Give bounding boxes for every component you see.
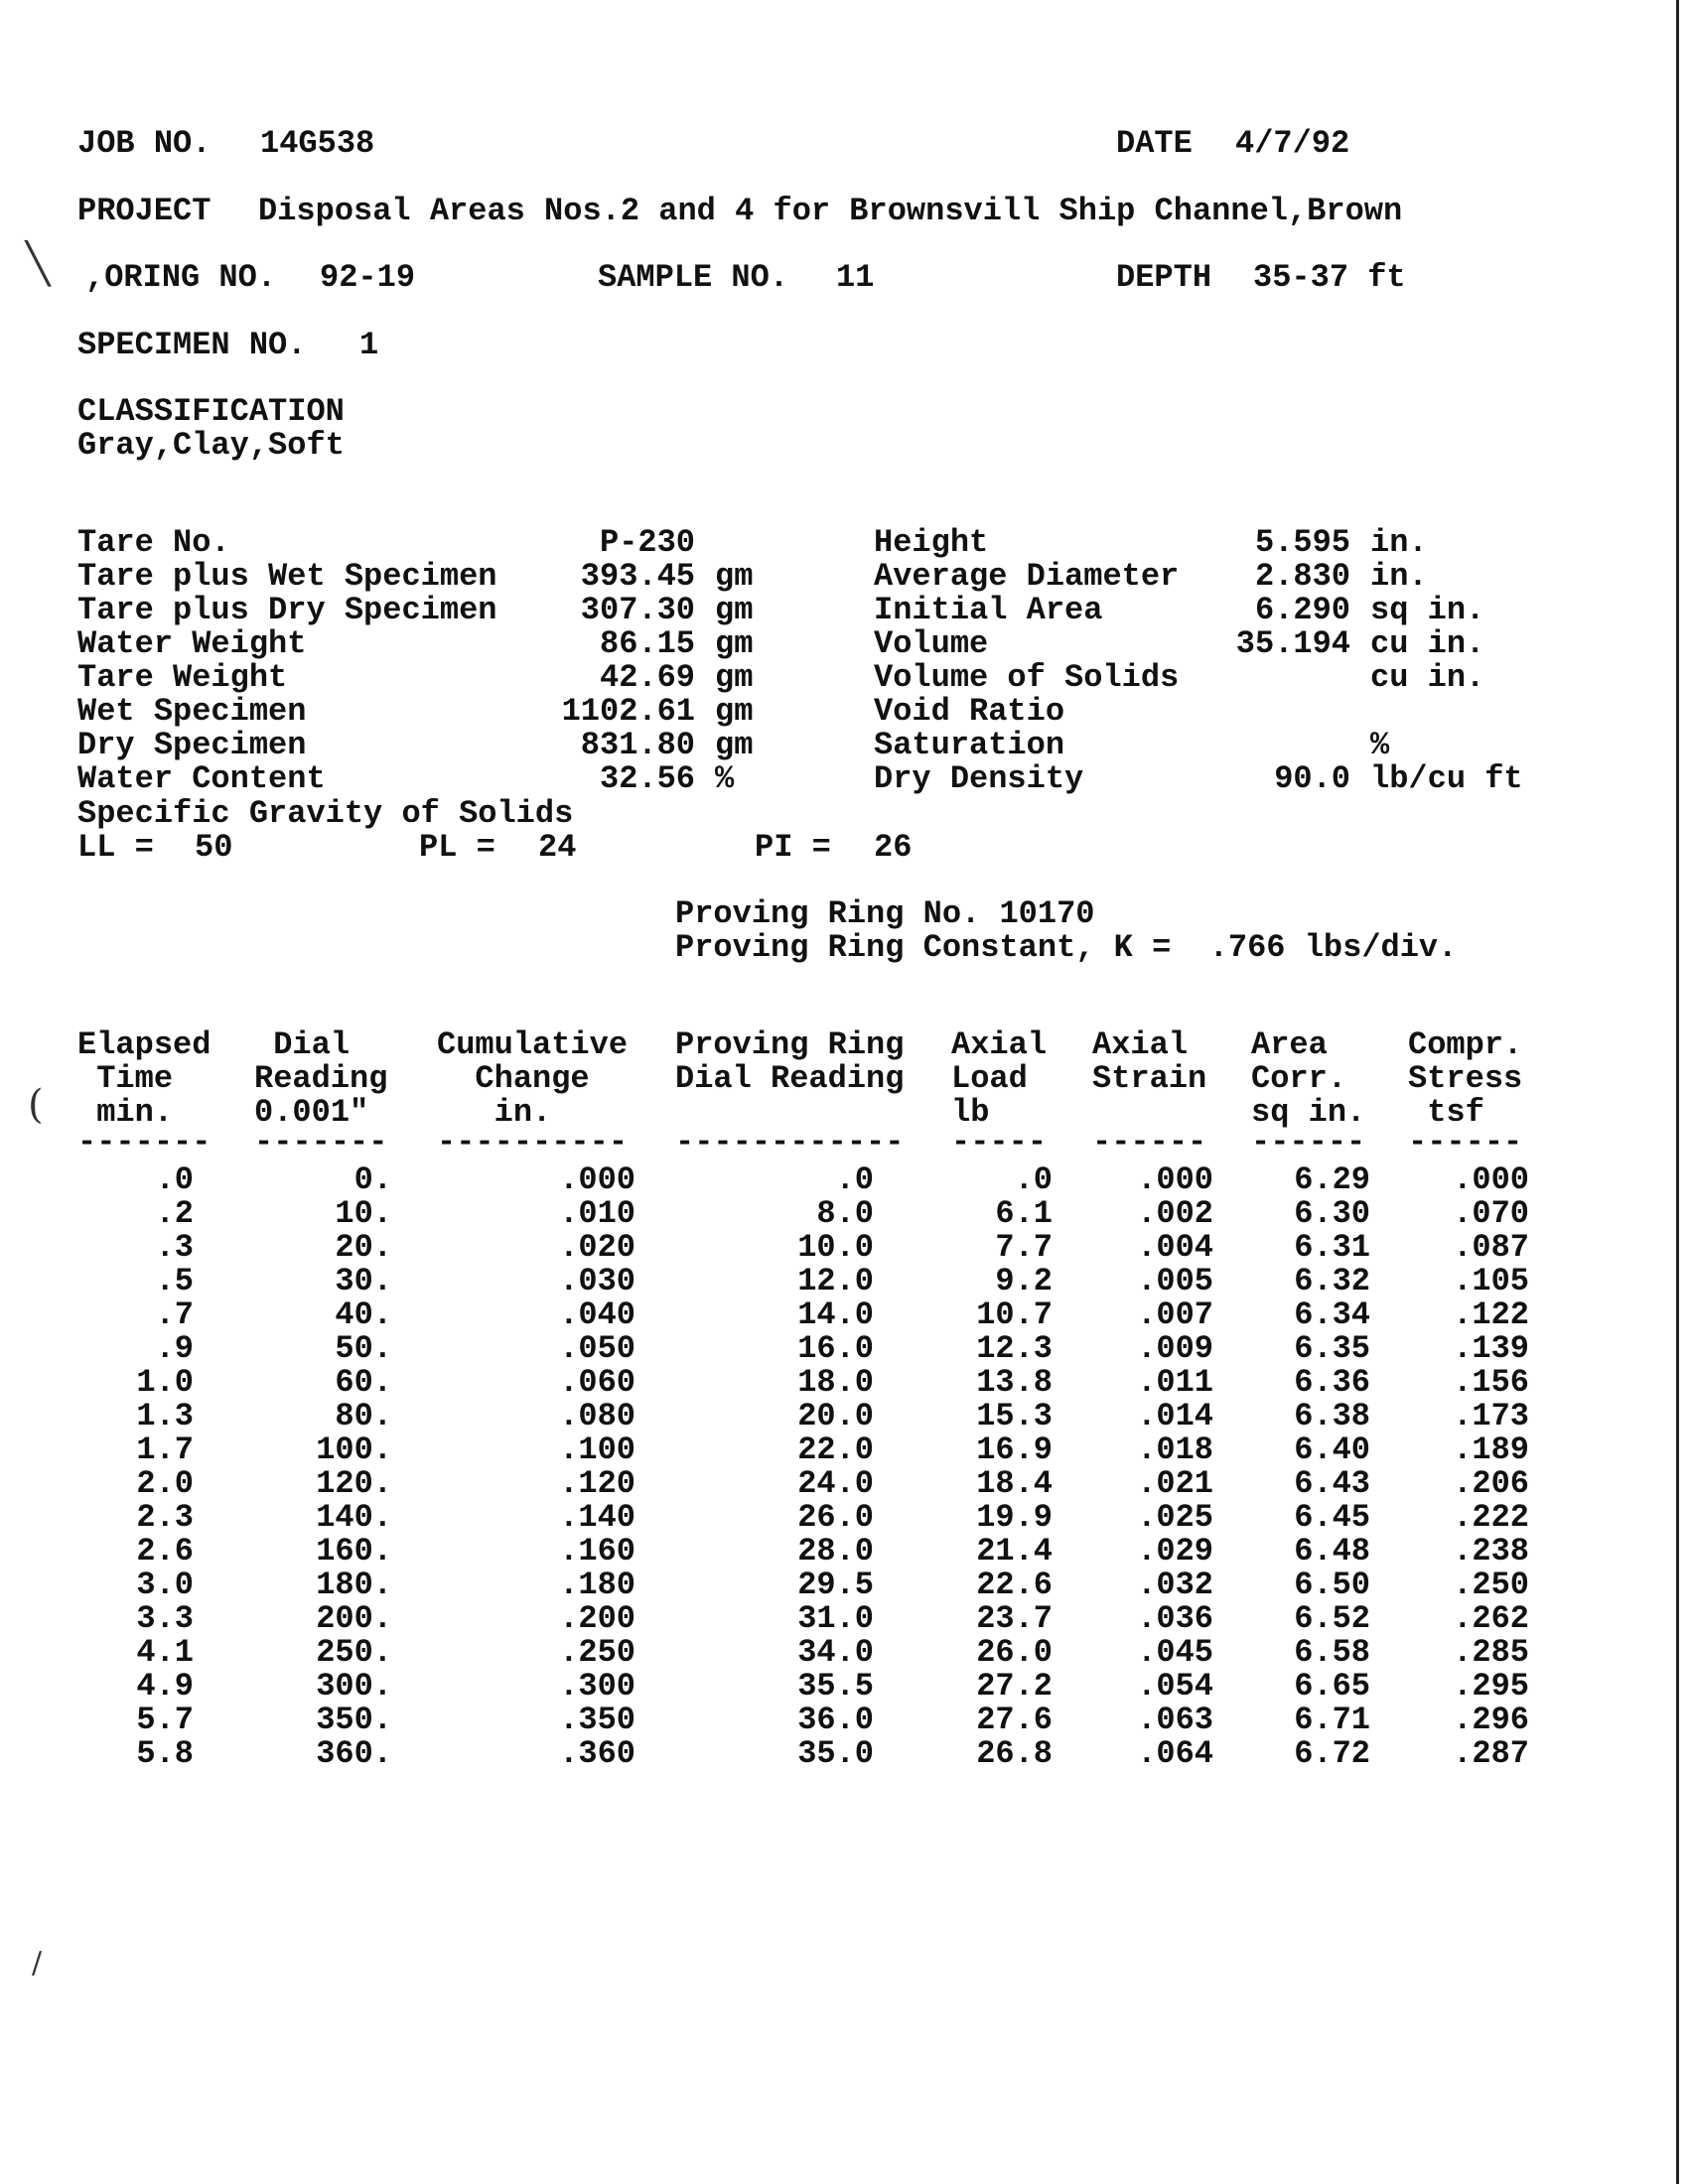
column-header: sq in. bbox=[1251, 1094, 1366, 1131]
header-dashes: ------- bbox=[77, 1124, 212, 1160]
prop-right-label: Average Diameter bbox=[874, 558, 1180, 595]
prop-left-label: Tare plus Wet Specimen bbox=[77, 558, 497, 595]
table-cell: 18.4 bbox=[976, 1465, 1053, 1502]
specimen-no-label: SPECIMEN NO. bbox=[77, 327, 307, 363]
prop-left-value: 831.80 bbox=[580, 727, 695, 763]
prop-right-unit: in. bbox=[1370, 524, 1428, 561]
table-cell: .2 bbox=[155, 1195, 194, 1232]
table-cell: 26.0 bbox=[976, 1634, 1053, 1671]
prop-right-label: Volume bbox=[874, 625, 989, 662]
table-cell: .140 bbox=[559, 1499, 635, 1536]
table-cell: .032 bbox=[1137, 1567, 1213, 1603]
table-cell: .060 bbox=[559, 1364, 635, 1401]
table-cell: .200 bbox=[559, 1600, 635, 1637]
table-cell: 6.58 bbox=[1294, 1634, 1370, 1671]
table-cell: 1.0 bbox=[136, 1364, 194, 1401]
prop-right-value: 35.194 bbox=[1235, 625, 1350, 662]
prop-right-unit: cu in. bbox=[1370, 659, 1485, 696]
table-cell: 360. bbox=[316, 1735, 392, 1772]
prop-left-value: 393.45 bbox=[580, 558, 695, 595]
table-cell: .7 bbox=[155, 1297, 194, 1333]
table-cell: 16.9 bbox=[976, 1432, 1053, 1468]
prop-right-label: Height bbox=[874, 524, 989, 561]
table-cell: .206 bbox=[1453, 1465, 1529, 1502]
prop-left-value: 1102.61 bbox=[561, 693, 695, 730]
table-cell: 12.3 bbox=[976, 1330, 1053, 1367]
table-cell: 6.48 bbox=[1294, 1533, 1370, 1570]
table-cell: 21.4 bbox=[976, 1533, 1053, 1570]
column-header: Time bbox=[77, 1060, 174, 1097]
table-cell: .087 bbox=[1453, 1229, 1529, 1266]
table-cell: 35.5 bbox=[797, 1668, 874, 1705]
table-cell: 6.31 bbox=[1294, 1229, 1370, 1266]
table-cell: 180. bbox=[316, 1567, 392, 1603]
table-cell: 8.0 bbox=[816, 1195, 874, 1232]
table-cell: 6.43 bbox=[1294, 1465, 1370, 1502]
table-cell: 3.0 bbox=[136, 1567, 194, 1603]
margin-mark: ╲ bbox=[26, 241, 51, 287]
table-cell: .010 bbox=[559, 1195, 635, 1232]
table-cell: 6.35 bbox=[1294, 1330, 1370, 1367]
table-cell: .080 bbox=[559, 1398, 635, 1434]
table-cell: 0. bbox=[353, 1161, 392, 1198]
prop-left-label: Tare No. bbox=[77, 524, 230, 561]
sample-no-value: 11 bbox=[836, 259, 875, 296]
prop-left-value: 42.69 bbox=[599, 659, 695, 696]
column-header: Change bbox=[437, 1060, 590, 1097]
table-cell: 50. bbox=[335, 1330, 392, 1367]
table-cell: .156 bbox=[1453, 1364, 1529, 1401]
table-cell: .139 bbox=[1453, 1330, 1529, 1367]
table-cell: .007 bbox=[1137, 1297, 1213, 1333]
table-cell: .189 bbox=[1453, 1432, 1529, 1468]
table-cell: .063 bbox=[1137, 1702, 1213, 1738]
table-cell: 160. bbox=[316, 1533, 392, 1570]
table-cell: 100. bbox=[316, 1432, 392, 1468]
table-cell: .050 bbox=[559, 1330, 635, 1367]
table-cell: 350. bbox=[316, 1702, 392, 1738]
column-header: 0.001" bbox=[254, 1094, 369, 1131]
table-cell: .045 bbox=[1137, 1634, 1213, 1671]
table-cell: .009 bbox=[1137, 1330, 1213, 1367]
table-cell: 12.0 bbox=[797, 1263, 874, 1299]
table-cell: 250. bbox=[316, 1634, 392, 1671]
table-cell: 80. bbox=[335, 1398, 392, 1434]
header-dashes: ------ bbox=[1251, 1124, 1366, 1160]
pl-value: 24 bbox=[538, 829, 577, 866]
prop-right-label: Dry Density bbox=[874, 760, 1084, 797]
table-cell: 6.36 bbox=[1294, 1364, 1370, 1401]
table-cell: 4.1 bbox=[136, 1634, 194, 1671]
table-cell: 6.1 bbox=[995, 1195, 1053, 1232]
prop-left-unit: % bbox=[715, 760, 735, 797]
prop-right-label: Saturation bbox=[874, 727, 1065, 763]
table-cell: 6.38 bbox=[1294, 1398, 1370, 1434]
project-value: Disposal Areas Nos.2 and 4 for Brownsvill Ship Channel,Brown bbox=[258, 193, 1403, 229]
column-header: Area bbox=[1251, 1026, 1328, 1063]
table-cell: 6.52 bbox=[1294, 1600, 1370, 1637]
table-cell: 6.34 bbox=[1294, 1297, 1370, 1333]
prop-left-label: Tare Weight bbox=[77, 659, 288, 696]
column-header: Axial bbox=[951, 1026, 1048, 1063]
table-cell: 60. bbox=[335, 1364, 392, 1401]
table-cell: .173 bbox=[1453, 1398, 1529, 1434]
prop-right-value: 2.830 bbox=[1254, 558, 1350, 595]
table-cell: .011 bbox=[1137, 1364, 1213, 1401]
prop-right-unit: lb/cu ft bbox=[1370, 760, 1523, 797]
table-cell: .3 bbox=[155, 1229, 194, 1266]
page-edge-line bbox=[1676, 0, 1679, 2184]
table-cell: 35.0 bbox=[797, 1735, 874, 1772]
table-cell: 19.9 bbox=[976, 1499, 1053, 1536]
table-cell: 6.32 bbox=[1294, 1263, 1370, 1299]
margin-paren: ( bbox=[28, 1082, 44, 1128]
table-cell: .9 bbox=[155, 1330, 194, 1367]
column-header: Axial bbox=[1092, 1026, 1189, 1063]
prop-left-unit: gm bbox=[715, 727, 754, 763]
table-cell: .002 bbox=[1137, 1195, 1213, 1232]
table-cell: .222 bbox=[1453, 1499, 1529, 1536]
depth-value: 35-37 ft bbox=[1253, 259, 1406, 296]
table-cell: 20. bbox=[335, 1229, 392, 1266]
pl-label: PL = bbox=[419, 829, 495, 866]
prop-left-unit: gm bbox=[715, 558, 754, 595]
column-header: Corr. bbox=[1251, 1060, 1347, 1097]
table-cell: .029 bbox=[1137, 1533, 1213, 1570]
job-no-label: JOB NO. bbox=[77, 125, 212, 162]
table-cell: .250 bbox=[1453, 1567, 1529, 1603]
table-cell: .300 bbox=[559, 1668, 635, 1705]
prop-left-value: 307.30 bbox=[580, 592, 695, 628]
depth-label: DEPTH bbox=[1116, 259, 1212, 296]
table-cell: .262 bbox=[1453, 1600, 1529, 1637]
table-cell: .287 bbox=[1453, 1735, 1529, 1772]
prop-left-value: P-230 bbox=[599, 524, 695, 561]
table-cell: .014 bbox=[1137, 1398, 1213, 1434]
table-cell: .360 bbox=[559, 1735, 635, 1772]
table-cell: 40. bbox=[335, 1297, 392, 1333]
column-header: tsf bbox=[1408, 1094, 1484, 1131]
table-cell: .0 bbox=[1014, 1161, 1053, 1198]
table-cell: .021 bbox=[1137, 1465, 1213, 1502]
prop-right-value: 6.290 bbox=[1254, 592, 1350, 628]
table-cell: .005 bbox=[1137, 1263, 1213, 1299]
table-cell: .350 bbox=[559, 1702, 635, 1738]
prop-right-unit: sq in. bbox=[1370, 592, 1485, 628]
table-cell: .018 bbox=[1137, 1432, 1213, 1468]
table-cell: 1.7 bbox=[136, 1432, 194, 1468]
prop-left-label: Wet Specimen bbox=[77, 693, 307, 730]
prop-left-unit: gm bbox=[715, 659, 754, 696]
table-cell: .5 bbox=[155, 1263, 194, 1299]
prop-left-unit: gm bbox=[715, 693, 754, 730]
table-cell: 13.8 bbox=[976, 1364, 1053, 1401]
table-cell: 36.0 bbox=[797, 1702, 874, 1738]
table-cell: .180 bbox=[559, 1567, 635, 1603]
margin-mark: / bbox=[32, 1946, 43, 1980]
table-cell: 15.3 bbox=[976, 1398, 1053, 1434]
table-cell: .000 bbox=[1453, 1161, 1529, 1198]
table-cell: 10. bbox=[335, 1195, 392, 1232]
table-cell: 6.50 bbox=[1294, 1567, 1370, 1603]
table-cell: .070 bbox=[1453, 1195, 1529, 1232]
column-header: Compr. bbox=[1408, 1026, 1523, 1063]
table-cell: .020 bbox=[559, 1229, 635, 1266]
table-cell: 27.2 bbox=[976, 1668, 1053, 1705]
table-cell: .030 bbox=[559, 1263, 635, 1299]
table-cell: 22.0 bbox=[797, 1432, 874, 1468]
table-cell: 10.7 bbox=[976, 1297, 1053, 1333]
table-cell: 7.7 bbox=[995, 1229, 1053, 1266]
table-cell: .0 bbox=[835, 1161, 874, 1198]
table-cell: 2.0 bbox=[136, 1465, 194, 1502]
table-cell: 10.0 bbox=[797, 1229, 874, 1266]
table-cell: 5.7 bbox=[136, 1702, 194, 1738]
prop-left-unit: gm bbox=[715, 625, 754, 662]
table-cell: 34.0 bbox=[797, 1634, 874, 1671]
table-cell: .040 bbox=[559, 1297, 635, 1333]
column-header: Elapsed bbox=[77, 1026, 212, 1063]
table-cell: .295 bbox=[1453, 1668, 1529, 1705]
table-cell: 2.3 bbox=[136, 1499, 194, 1536]
table-cell: 120. bbox=[316, 1465, 392, 1502]
date-label: DATE bbox=[1116, 125, 1193, 162]
table-cell: 26.8 bbox=[976, 1735, 1053, 1772]
prop-right-unit: in. bbox=[1370, 558, 1428, 595]
table-cell: .285 bbox=[1453, 1634, 1529, 1671]
prop-right-unit: cu in. bbox=[1370, 625, 1485, 662]
pi-value: 26 bbox=[874, 829, 913, 866]
header-dashes: ------ bbox=[1092, 1124, 1207, 1160]
table-cell: 28.0 bbox=[797, 1533, 874, 1570]
table-cell: 16.0 bbox=[797, 1330, 874, 1367]
table-cell: 9.2 bbox=[995, 1263, 1053, 1299]
date-value: 4/7/92 bbox=[1235, 125, 1350, 162]
header-dashes: ---------- bbox=[437, 1124, 629, 1160]
table-cell: 4.9 bbox=[136, 1668, 194, 1705]
proving-ring-constant: Proving Ring Constant, K = .766 lbs/div. bbox=[675, 929, 1458, 966]
table-cell: 200. bbox=[316, 1600, 392, 1637]
table-cell: 26.0 bbox=[797, 1499, 874, 1536]
table-cell: .025 bbox=[1137, 1499, 1213, 1536]
table-cell: .064 bbox=[1137, 1735, 1213, 1772]
project-label: PROJECT bbox=[77, 193, 212, 229]
job-no-value: 14G538 bbox=[260, 125, 375, 162]
prop-right-label: Void Ratio bbox=[874, 693, 1065, 730]
table-cell: 23.7 bbox=[976, 1600, 1053, 1637]
table-cell: .160 bbox=[559, 1533, 635, 1570]
table-cell: 300. bbox=[316, 1668, 392, 1705]
prop-right-label: Volume of Solids bbox=[874, 659, 1180, 696]
prop-left-value: 32.56 bbox=[599, 760, 695, 797]
header-dashes: ------------ bbox=[675, 1124, 905, 1160]
table-cell: 6.45 bbox=[1294, 1499, 1370, 1536]
header-dashes: ------- bbox=[254, 1124, 388, 1160]
table-cell: 31.0 bbox=[797, 1600, 874, 1637]
table-cell: 5.8 bbox=[136, 1735, 194, 1772]
column-header: in. bbox=[437, 1094, 552, 1131]
table-cell: 30. bbox=[335, 1263, 392, 1299]
table-cell: .296 bbox=[1453, 1702, 1529, 1738]
prop-left-label: Dry Specimen bbox=[77, 727, 307, 763]
table-cell: .120 bbox=[559, 1465, 635, 1502]
prop-right-unit: % bbox=[1370, 727, 1390, 763]
table-cell: .238 bbox=[1453, 1533, 1529, 1570]
prop-left-value: 86.15 bbox=[599, 625, 695, 662]
table-cell: 18.0 bbox=[797, 1364, 874, 1401]
classification-label: CLASSIFICATION bbox=[77, 393, 345, 430]
table-cell: 22.6 bbox=[976, 1567, 1053, 1603]
classification-value: Gray,Clay,Soft bbox=[77, 427, 345, 464]
column-header: Dial Reading bbox=[675, 1060, 905, 1097]
proving-ring-number: Proving Ring No. 10170 bbox=[675, 895, 1095, 932]
table-cell: 6.72 bbox=[1294, 1735, 1370, 1772]
table-cell: 20.0 bbox=[797, 1398, 874, 1434]
table-cell: .122 bbox=[1453, 1297, 1529, 1333]
boring-no-label: ,ORING NO. bbox=[85, 259, 277, 296]
column-header: Proving Ring bbox=[675, 1026, 905, 1063]
table-cell: 6.65 bbox=[1294, 1668, 1370, 1705]
table-cell: .105 bbox=[1453, 1263, 1529, 1299]
column-header: lb bbox=[951, 1094, 990, 1131]
table-cell: 6.40 bbox=[1294, 1432, 1370, 1468]
table-cell: .054 bbox=[1137, 1668, 1213, 1705]
ll-value: 50 bbox=[195, 829, 233, 866]
pi-label: PI = bbox=[755, 829, 831, 866]
table-cell: 24.0 bbox=[797, 1465, 874, 1502]
table-cell: .004 bbox=[1137, 1229, 1213, 1266]
boring-no-value: 92-19 bbox=[320, 259, 416, 296]
column-header: Strain bbox=[1092, 1060, 1207, 1097]
column-header: Cumulative bbox=[437, 1026, 629, 1063]
column-header: min. bbox=[77, 1094, 174, 1131]
prop-left-label: Water Weight bbox=[77, 625, 307, 662]
table-cell: 3.3 bbox=[136, 1600, 194, 1637]
ll-label: LL = bbox=[77, 829, 154, 866]
table-cell: .000 bbox=[1137, 1161, 1213, 1198]
sample-no-label: SAMPLE NO. bbox=[598, 259, 789, 296]
table-cell: 6.29 bbox=[1294, 1161, 1370, 1198]
specimen-no-value: 1 bbox=[359, 327, 379, 363]
prop-left-label: Water Content bbox=[77, 760, 326, 797]
table-cell: 27.6 bbox=[976, 1702, 1053, 1738]
table-cell: 6.71 bbox=[1294, 1702, 1370, 1738]
table-cell: 2.6 bbox=[136, 1533, 194, 1570]
table-cell: .000 bbox=[559, 1161, 635, 1198]
prop-right-label: Initial Area bbox=[874, 592, 1103, 628]
prop-right-value: 90.0 bbox=[1274, 760, 1350, 797]
column-header: Reading bbox=[254, 1060, 388, 1097]
table-cell: 6.30 bbox=[1294, 1195, 1370, 1232]
table-cell: 29.5 bbox=[797, 1567, 874, 1603]
prop-left-unit: gm bbox=[715, 592, 754, 628]
column-header: Dial bbox=[254, 1026, 351, 1063]
table-cell: .036 bbox=[1137, 1600, 1213, 1637]
table-cell: 140. bbox=[316, 1499, 392, 1536]
table-cell: .0 bbox=[155, 1161, 194, 1198]
header-dashes: ----- bbox=[951, 1124, 1048, 1160]
header-dashes: ------ bbox=[1408, 1124, 1523, 1160]
specific-gravity-label: Specific Gravity of Solids bbox=[77, 795, 574, 832]
column-header: Stress bbox=[1408, 1060, 1523, 1097]
table-cell: .250 bbox=[559, 1634, 635, 1671]
prop-left-label: Tare plus Dry Specimen bbox=[77, 592, 497, 628]
table-cell: 1.3 bbox=[136, 1398, 194, 1434]
table-cell: .100 bbox=[559, 1432, 635, 1468]
prop-right-value: 5.595 bbox=[1254, 524, 1350, 561]
table-cell: 14.0 bbox=[797, 1297, 874, 1333]
column-header: Load bbox=[951, 1060, 1028, 1097]
